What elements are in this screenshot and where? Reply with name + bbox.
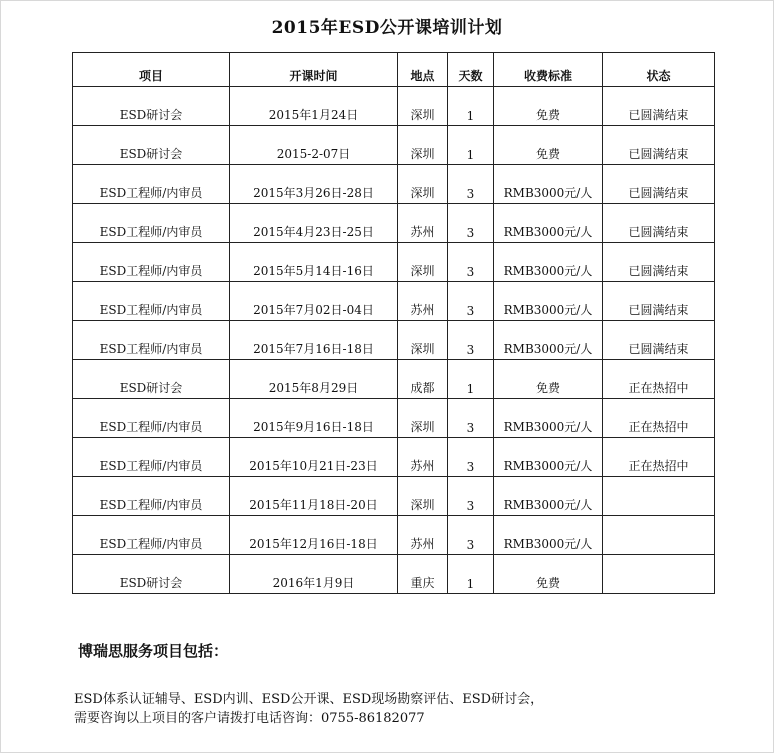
cell-project: ESD工程师/内审员 [73,165,230,204]
cell-project: ESD研讨会 [73,555,230,594]
contact-text: 需要咨询以上项目的客户请拨打电话咨询：0755-86182077 [74,711,425,726]
cell-start-time: 2015年8月29日 [230,360,398,399]
cell-location: 深圳 [398,477,448,516]
cell-project: ESD工程师/内审员 [73,282,230,321]
cell-start-time: 2015年4月23日-25日 [230,204,398,243]
cell-status: 已圆满结束 [603,87,715,126]
cell-fee: RMB3000元/人 [494,204,603,243]
cell-status: 正在热招中 [603,438,715,477]
cell-location: 深圳 [398,165,448,204]
cell-status [603,555,715,594]
cell-location: 苏州 [398,204,448,243]
cell-fee: RMB3000元/人 [494,477,603,516]
cell-fee: RMB3000元/人 [494,438,603,477]
table-body [73,87,715,594]
table-header-row [73,53,715,87]
cell-project: ESD工程师/内审员 [73,438,230,477]
cell-status: 已圆满结束 [603,282,715,321]
table-row [73,165,715,204]
cell-days: 3 [448,477,494,516]
cell-start-time: 2015年1月24日 [230,87,398,126]
cell-days: 1 [448,126,494,165]
table-row [73,204,715,243]
cell-start-time: 2015年12月16日-18日 [230,516,398,555]
table-row [73,87,715,126]
cell-status [603,477,715,516]
cell-fee: RMB3000元/人 [494,321,603,360]
cell-fee: RMB3000元/人 [494,165,603,204]
cell-start-time: 2015-2-07日 [230,126,398,165]
column-header-fee: 收费标准 [494,53,603,87]
cell-fee: RMB3000元/人 [494,243,603,282]
column-header-project: 项目 [73,53,230,87]
column-header-days: 天数 [448,53,494,87]
table-row [73,399,715,438]
table-row [73,555,715,594]
cell-start-time: 2015年9月16日-18日 [230,399,398,438]
cell-days: 3 [448,399,494,438]
column-header-start-time: 开课时间 [230,53,398,87]
cell-status: 已圆满结束 [603,243,715,282]
cell-days: 1 [448,555,494,594]
table-row [73,438,715,477]
cell-days: 3 [448,438,494,477]
cell-location: 深圳 [398,321,448,360]
table-row [73,360,715,399]
cell-days: 3 [448,204,494,243]
cell-status: 已圆满结束 [603,126,715,165]
cell-project: ESD研讨会 [73,126,230,165]
cell-fee: RMB3000元/人 [494,399,603,438]
services-list-text: ESD体系认证辅导、ESD内训、ESD公开课、ESD现场勘察评估、ESD研讨会， [74,692,544,707]
cell-location: 苏州 [398,516,448,555]
cell-location: 深圳 [398,126,448,165]
cell-start-time: 2015年7月02日-04日 [230,282,398,321]
table-row [73,126,715,165]
training-schedule-table [72,52,715,594]
cell-status: 已圆满结束 [603,204,715,243]
column-header-status: 状态 [603,53,715,87]
cell-project: ESD工程师/内审员 [73,243,230,282]
cell-location: 苏州 [398,438,448,477]
cell-days: 1 [448,87,494,126]
cell-project: ESD研讨会 [73,360,230,399]
table-row [73,477,715,516]
cell-days: 1 [448,360,494,399]
cell-days: 3 [448,243,494,282]
cell-start-time: 2015年11月18日-20日 [230,477,398,516]
cell-fee: RMB3000元/人 [494,282,603,321]
cell-project: ESD工程师/内审员 [73,204,230,243]
cell-status [603,516,715,555]
services-heading: 博瑞思服务项目包括： [78,642,229,660]
cell-days: 3 [448,321,494,360]
cell-location: 深圳 [398,243,448,282]
column-header-location: 地点 [398,53,448,87]
cell-location: 重庆 [398,555,448,594]
cell-fee: 免费 [494,87,603,126]
cell-project: ESD工程师/内审员 [73,477,230,516]
table-row [73,282,715,321]
cell-start-time: 2015年7月16日-18日 [230,321,398,360]
cell-status: 已圆满结束 [603,165,715,204]
table-row [73,516,715,555]
cell-project: ESD工程师/内审员 [73,516,230,555]
cell-start-time: 2015年3月26日-28日 [230,165,398,204]
cell-project: ESD工程师/内审员 [73,321,230,360]
cell-status: 正在热招中 [603,399,715,438]
cell-start-time: 2015年10月21日-23日 [230,438,398,477]
cell-location: 苏州 [398,282,448,321]
cell-location: 深圳 [398,399,448,438]
cell-status: 已圆满结束 [603,321,715,360]
cell-location: 成都 [398,360,448,399]
cell-status: 正在热招中 [603,360,715,399]
page-title: 2015年ESD公开课培训计划 [271,18,503,38]
table-row [73,321,715,360]
cell-start-time: 2016年1月9日 [230,555,398,594]
cell-project: ESD工程师/内审员 [73,399,230,438]
cell-project: ESD研讨会 [73,87,230,126]
cell-fee: RMB3000元/人 [494,516,603,555]
cell-days: 3 [448,165,494,204]
cell-fee: 免费 [494,555,603,594]
cell-location: 深圳 [398,87,448,126]
cell-fee: 免费 [494,126,603,165]
cell-fee: 免费 [494,360,603,399]
cell-days: 3 [448,516,494,555]
cell-days: 3 [448,282,494,321]
table-row [73,243,715,282]
cell-start-time: 2015年5月14日-16日 [230,243,398,282]
